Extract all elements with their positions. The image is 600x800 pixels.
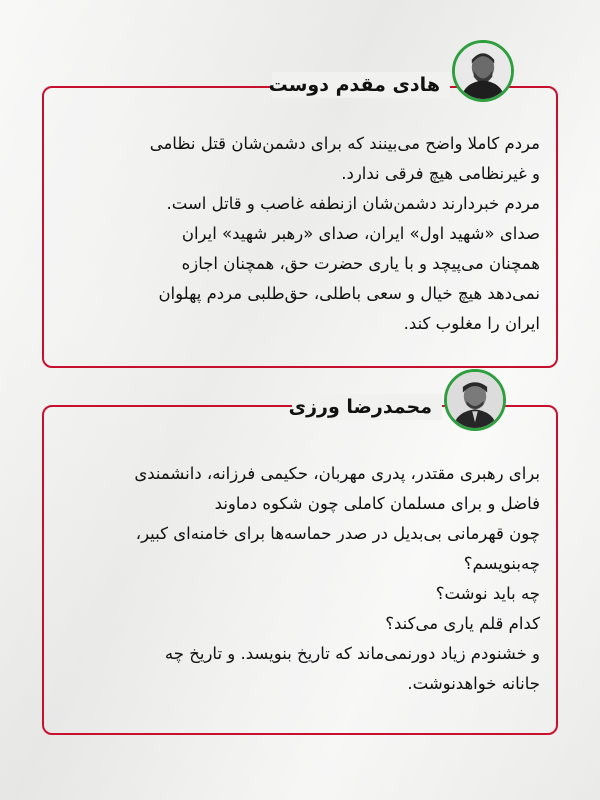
quote-line: کدام قلم یاری می‌کند؟ (385, 614, 540, 633)
author-name-1: هادی مقدم دوست (272, 72, 450, 98)
quote-line: مردم خبردارند دشمن‌شان ازنطفه غاصب و قاتل است. (166, 194, 540, 213)
quote-line: نمی‌دهد هیچ خیال و سعی باطلی، حق‌طلبی مردم پهلوان (158, 284, 540, 303)
quote-line: ایران را مغلوب کند. (403, 314, 540, 333)
quote-line: همچنان می‌پیچد و با یاری حضرت حق، همچنان اجازه (181, 254, 540, 273)
quote-line: چه باید نوشت؟ (435, 584, 540, 603)
quote-text-2 (60, 459, 540, 699)
quote-line: صدای «شهید اول» ایران، صدای «رهبر شهید» ایران (181, 224, 540, 243)
quote-line: جانانه خواهدنوشت. (407, 674, 540, 693)
quote-line: فاضل و برای مسلمان کاملی چون شکوه دماوند (214, 494, 540, 513)
quote-line: مردم کاملا واضح می‌بینند که برای دشمن‌شان قتل نظامی (149, 134, 540, 153)
quote-line: و خشنودم زیاد دورنمی‌ماند که تاریخ بنویسد. و تاریخ چه (164, 644, 540, 663)
author-avatar-1 (452, 40, 514, 102)
author-name-2: محمدرضا ورزی (292, 394, 442, 420)
author-avatar-2 (444, 369, 506, 431)
person-photo-icon (455, 43, 511, 99)
quote-line: چون قهرمانی بی‌بدیل در صدر حماسه‌ها برای خامنه‌ای کبیر، (135, 524, 540, 543)
quote-line: و غیرنظامی هیچ فرقی ندارد. (341, 164, 540, 183)
quote-line: برای رهبری مقتدر، پدری مهربان، حکیمی فرزانه، دانشمندی (134, 464, 540, 483)
quote-line: چه‌بنویسم؟ (463, 554, 540, 573)
person-photo-icon (447, 372, 503, 428)
quote-text-1 (60, 129, 540, 339)
